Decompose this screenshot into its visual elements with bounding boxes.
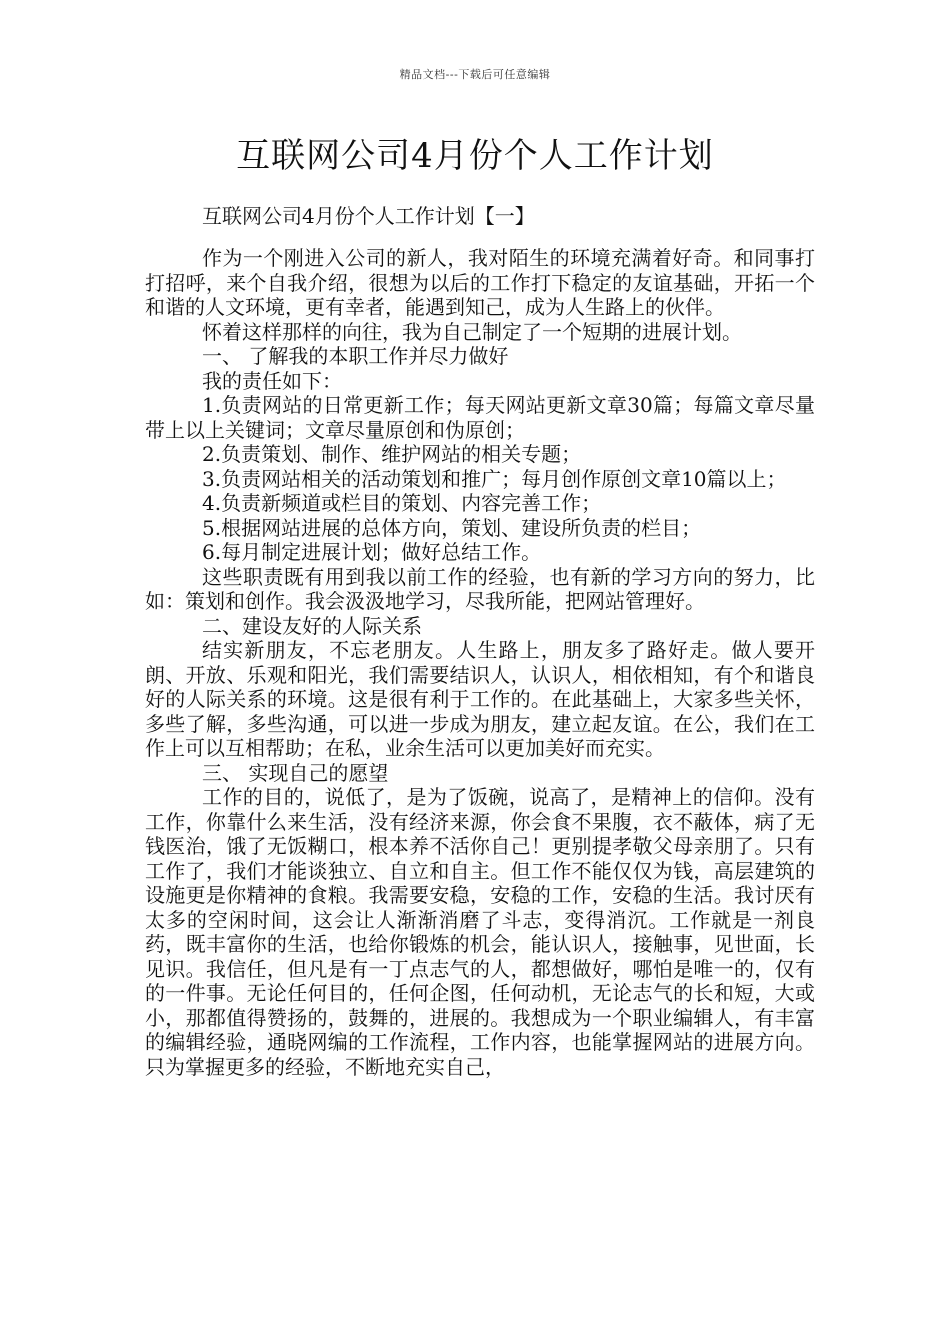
paragraph: 工作的目的，说低了，是为了饭碗，说高了，是精神上的信仰。没有工作，你靠什么来生活，没有经济来源，你会食不果腹，衣不蔽体，病了无钱医治，饿了无饭糊口，根本养不活你自己！更别提孝敬父母亲朋了。只有工作了，我们才能谈独立、自立和自主。但工作不能仅仅为钱，高层建筑的设施更是你精神的食粮。我需要安稳，安稳的工作，安稳的生活。我讨厌有太多的空闲时间，这会让人渐渐消磨了斗志，变得消沉。工作就是一剂良药，既丰富你的生活，也给你锻炼的机会，能认识人，接触事，见世面，长见识。我信任，但凡是有一丁点志气的人，都想做好，哪怕是唯一的，仅有的一件事。无论任何目的，任何企图，任何动机，无论志气的长和短，大或小，那都值得赞扬的，鼓舞的，进展的。我想成为一个职业编辑人，有丰富的编辑经验，通晓网编的工作流程，工作内容，也能掌握网站的进展方向。只为掌握更多的经验，不断地充实自己， — [145, 785, 815, 1079]
list-item: 1.负责网站的日常更新工作；每天网站更新文章30篇；每篇文章尽量带上以上关键词；文章尽量原创和伪原创； — [145, 393, 815, 442]
section-heading: 互联网公司4月份个人工作计划【一】 — [202, 204, 535, 228]
section-heading: 一、 了解我的本职工作并尽力做好 — [202, 344, 509, 368]
list-item: 5.根据网站进展的总体方向，策划、建设所负责的栏目； — [202, 515, 702, 540]
document-title: 互联网公司4月份个人工作计划 — [236, 136, 714, 176]
paragraph: 我的责任如下： — [202, 368, 342, 393]
paragraph: 这些职责既有用到我以前工作的经验，也有新的学习方向的努力，比如：策划和创作。我会汲汲地学习，尽我所能，把网站管理好。 — [145, 564, 815, 613]
paragraph: 怀着这样那样的向往，我为自己制定了一个短期的进展计划。 — [202, 319, 742, 344]
section-heading: 三、 实现自己的愿望 — [202, 760, 389, 785]
list-item: 6.每月制定进展计划；做好总结工作。 — [202, 540, 542, 564]
section-heading: 二、建设友好的人际关系 — [202, 613, 422, 638]
header-note: 精品文档---下载后可任意编辑 — [399, 68, 551, 81]
paragraph: 作为一个刚进入公司的新人，我对陌生的环境充满着好奇。和同事打打招呼，来个自我介绍，很想为以后的工作打下稳定的友谊基础，开拓一个和谐的人文环境，更有幸者，能遇到知己，成为人生路上的伙伴。 — [145, 246, 815, 319]
list-item: 4.负责新频道或栏目的策划、内容完善工作； — [202, 491, 602, 515]
document-body — [145, 246, 815, 1079]
paragraph: 结实新朋友，不忘老朋友。人生路上，朋友多了路好走。做人要开朗、开放、乐观和阳光，我们需要结识人，认识人，相依相知，有个和谐良好的人际关系的环境。这是很有利于工作的。在此基础上，大家多些关怀，多些了解，多些沟通，可以进一步成为朋友，建立起友谊。在公，我们在工作上可以互相帮助；在私，业余生活可以更加美好而充实。 — [145, 638, 815, 760]
list-item: 2.负责策划、制作、维护网站的相关专题； — [202, 442, 582, 466]
list-item: 3.负责网站相关的活动策划和推广；每月创作原创文章10篇以上； — [202, 466, 787, 491]
